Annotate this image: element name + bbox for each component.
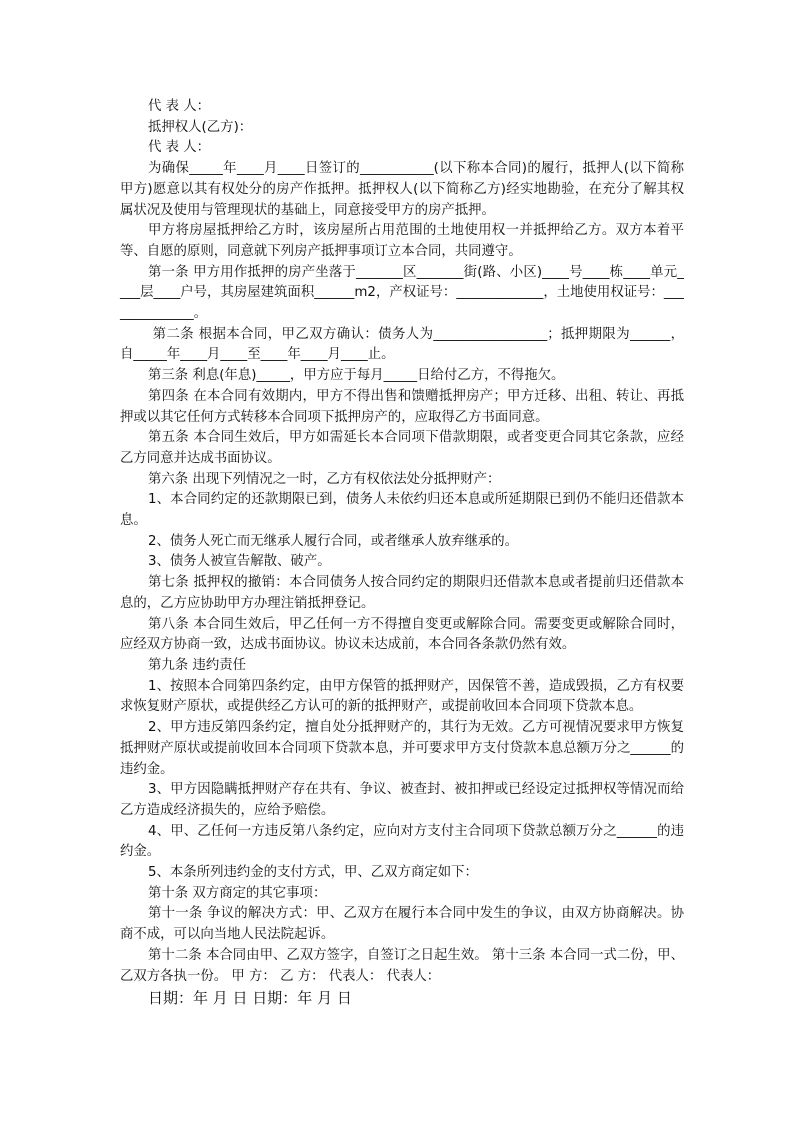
article-5: 第五条 本合同生效后，甲方如需延长本合同项下借款期限，或者变更合同其它条款，应经乙方同意并达成书面协议。 <box>120 430 684 466</box>
article-9-item-5: 5、本条所列违约金的支付方式，甲、乙双方商定如下： <box>148 865 478 881</box>
article-2: 第二条 根据本合同，甲乙双方确认：债务人为_________________；抵押期限为______，自_____年____月____至____年____月____止。 <box>120 326 684 363</box>
article-6-item-3: 3、债务人被宣告解散、破产。 <box>148 554 331 570</box>
article-10: 第十条 双方商定的其它事项： <box>148 885 327 901</box>
article-12-13-signature: 第十二条 本合同由甲、乙双方签字，自签订之日起生效。 第十三条 本合同一式二份，甲、乙双方各执一份。 甲 方： 乙 方： 代表人： 代表人： <box>120 947 684 984</box>
article-8: 第八条 本合同生效后，甲乙任何一方不得擅自变更或解除合同。需要变更或解除合同时，应经双方协商一致，达成书面协议。协议未达成前，本合同各条款仍然有效。 <box>120 616 684 653</box>
article-9-item-1: 1、按照本合同第四条约定，由甲方保管的抵押财产，因保管不善，造成毁损，乙方有权要求恢复财产原状，或提供经乙方认可的新的抵押财产，或提前收回本合同项下贷款本息。 <box>120 678 684 715</box>
article-4: 第四条 在本合同有效期内，甲方不得出售和馈赠抵押房产；甲方迁移、出租、转让、再抵押或以其它任何方式转移本合同项下抵押房产的，应取得乙方书面同意。 <box>120 388 684 425</box>
article-9-item-4: 4、甲、乙任何一方违反第八条约定，应向对方支付主合同项下贷款总额万分之______的违约金。 <box>120 823 684 860</box>
article-6-item-2: 2、债务人死亡而无继承人履行合同，或者继承人放弃继承的。 <box>148 533 519 549</box>
article-6: 第六条 出现下列情况之一时，乙方有权依法处分抵押财产： <box>148 471 501 487</box>
signature-dates: 日期：年 月 日 日期：年 月 日 <box>148 989 352 1008</box>
preamble-paragraph: 为确保_____年____月____日签订的___________(以下称本合同)的履行，抵押人(以下简称甲方)愿意以其有权处分的房产作抵押。抵押权人(以下简称乙方)经实地勘验，在充分了解其权属状况及使用与管理现状的基础上，同意接受甲方的房产抵押。 <box>120 161 684 218</box>
article-3: 第三条 利息(年息)_____，甲方应于每月_____日给付乙方，不得拖欠。 <box>148 368 565 384</box>
article-9-item-3: 3、甲方因隐瞒抵押财产存在共有、争议、被查封、被扣押或已经设定过抵押权等情况而给乙方造成经济损失的，应给予赔偿。 <box>120 782 684 818</box>
rep-a-line: 代 表 人： <box>148 99 211 114</box>
mortgagee-line: 抵押权人(乙方)： <box>148 119 253 135</box>
article-7: 第七条 抵押权的撤销：本合同债务人按合同约定的期限归还借款本息或者提前归还借款本息的，乙方应协助甲方办理注销抵押登记。 <box>120 575 684 611</box>
article-6-item-1: 1、本合同约定的还款期限已到，债务人未依约归还本息或所延期限已到仍不能归还借款本息。 <box>120 492 684 529</box>
contract-document <box>120 97 684 1009</box>
land-use-paragraph: 甲方将房屋抵押给乙方时，该房屋所占用范围的土地使用权一并抵押给乙方。双方本着平等、自愿的原则，同意就下列房产抵押事项订立本合同，共同遵守。 <box>120 223 684 259</box>
rep-b-line: 代 表 人： <box>148 140 211 156</box>
article-1: 第一条 甲方用作抵押的房产坐落于_______区_______街(路、小区)____号____栋____单元____层____户号，其房屋建筑面积______m2，产权证号：_____________，土地使用权证号：______________。 <box>120 264 684 322</box>
article-9-item-2: 2、甲方违反第四条约定，擅自处分抵押财产的，其行为无效。乙方可视情况要求甲方恢复抵押财产原状或提前收回本合同项下贷款本息，并可要求甲方支付贷款本息总额万分之______的违约金。 <box>120 720 684 777</box>
article-9: 第九条 违约责任 <box>148 657 246 673</box>
article-11: 第十一条 争议的解决方式：甲、乙双方在履行本合同中发生的争议，由双方协商解决。协商不成，可以向当地人民法院起诉。 <box>120 906 684 943</box>
